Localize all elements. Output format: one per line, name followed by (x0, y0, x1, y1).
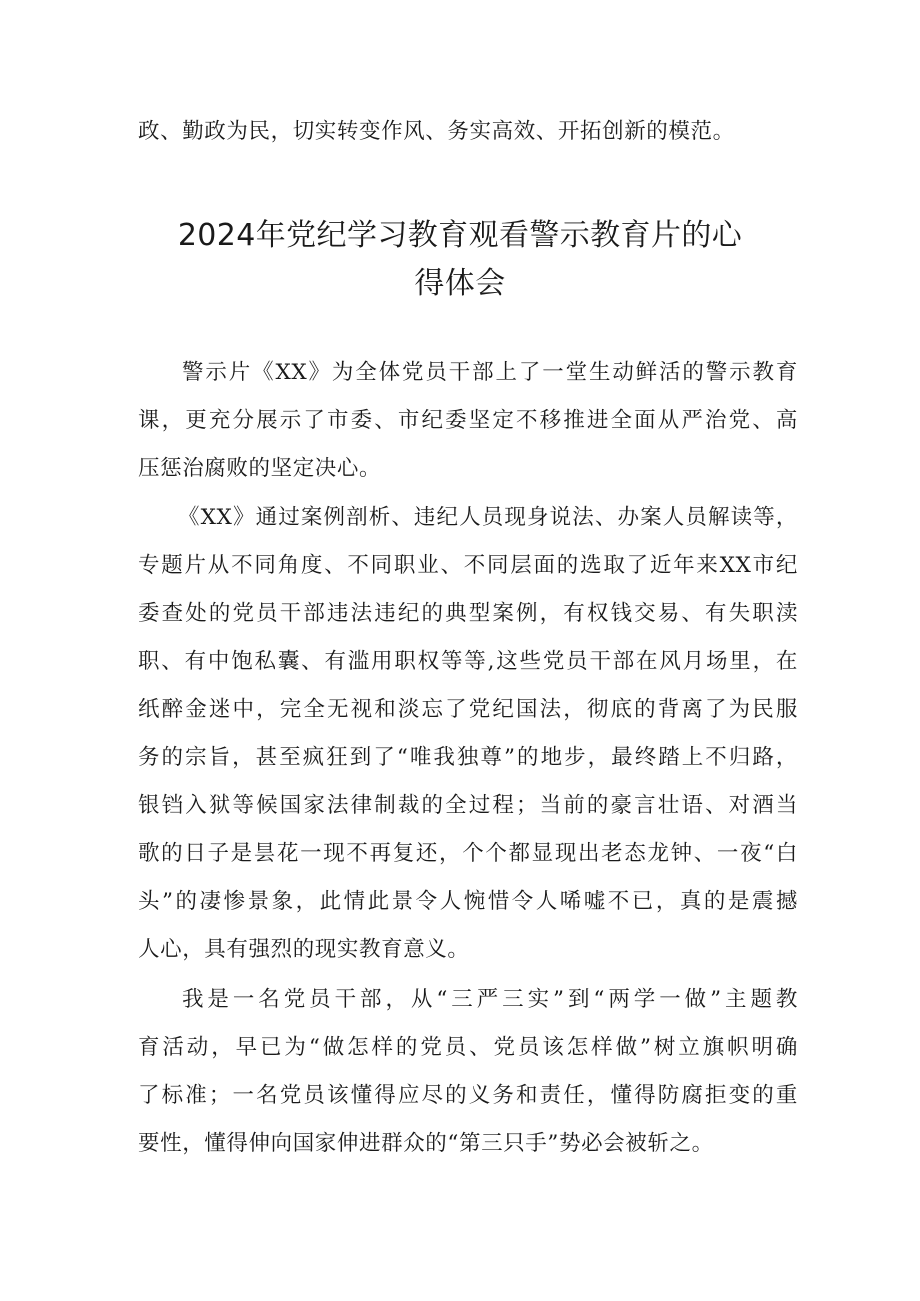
paragraph-2-line-9: 头”的凄惨景象，此情此景令人惋惜令人唏嘘不已，真的是震撼 (138, 889, 798, 914)
paragraph-2-line-2: 专题片从不同角度、不同职业、不同层面的选取了近年来XX市纪 (138, 553, 798, 578)
paragraph-2-line-4: 职、有中饱私囊、有滥用职权等等,这些党员干部在风月场里，在 (138, 649, 798, 674)
paragraph-2-line-1: 《XX》通过案例剖析、违纪人员现身说法、办案人员解读等， (178, 505, 798, 530)
paragraph-3-line-1: 我是一名党员干部，从“三严三实”到“两学一做”主题教 (182, 987, 798, 1012)
paragraph-1-line-3: 压惩治腐败的坚定决心。 (138, 456, 382, 481)
paragraph-2-line-10: 人心，具有强烈的现实教育意义。 (138, 937, 470, 962)
paragraph-2-line-6: 务的宗旨，甚至疯狂到了“唯我独尊”的地步，最终踏上不归路， (138, 745, 798, 770)
paragraph-2-line-8: 歌的日子是昙花一现不再复还，个个都显现出老态龙钟、一夜“白 (138, 841, 798, 866)
paragraph-3-line-3: 了标准；一名党员该懂得应尽的义务和责任，懂得防腐拒变的重 (138, 1083, 798, 1108)
paragraph-1-line-1: 警示片《XX》为全体党员干部上了一堂生动鲜活的警示教育 (182, 360, 798, 385)
paragraph-3-line-4: 要性，懂得伸向国家伸进群众的“第三只手”势必会被斩之。 (138, 1131, 714, 1156)
paragraph-2-line-7: 银铛入狱等候国家法律制裁的全过程；当前的豪言壮语、对酒当 (138, 793, 798, 818)
document-title-line-1: 2024年党纪学习教育观看警示教育片的心 (177, 218, 743, 253)
paragraph-2-line-5: 纸醉金迷中，完全无视和淡忘了党纪国法，彻底的背离了为民服 (138, 697, 798, 722)
paragraph-3-line-2: 育活动，早已为“做怎样的党员、党员该怎样做”树立旗帜明确 (138, 1035, 798, 1060)
carry-over-line: 政、勤政为民，切实转变作风、务实高效、开拓创新的模范。 (138, 119, 735, 144)
paragraph-1-line-2: 课，更充分展示了市委、市纪委坚定不移推进全面从严治党、高 (138, 408, 798, 433)
document-title-line-2: 得体会 (414, 266, 506, 301)
paragraph-2-line-3: 委查处的党员干部违法违纪的典型案例，有权钱交易、有失职渎 (138, 601, 798, 626)
